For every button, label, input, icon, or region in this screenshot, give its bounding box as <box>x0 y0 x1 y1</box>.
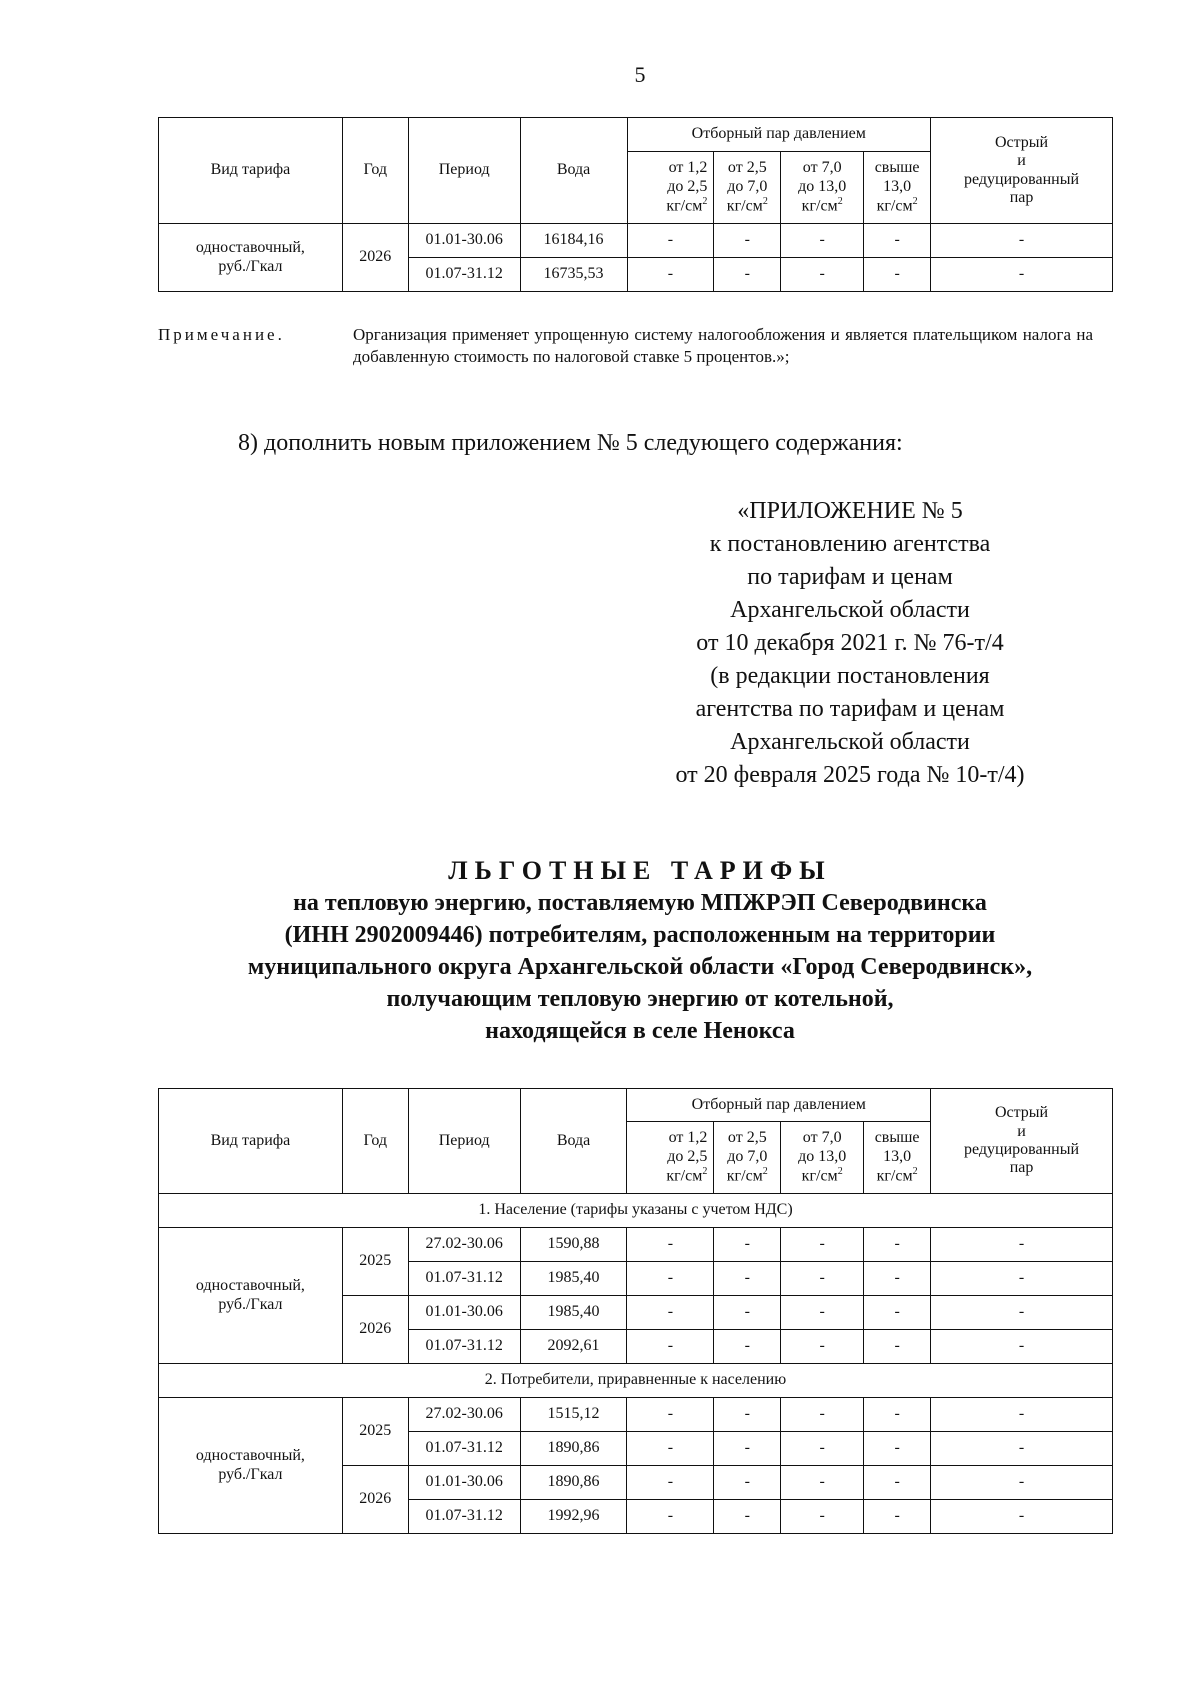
header-voda: Вода <box>520 118 627 224</box>
page-number: 5 <box>634 62 646 87</box>
header-ostry-line: Острый <box>994 133 1049 151</box>
p2-cell: - <box>714 1432 781 1466</box>
tariff-type: одноставочный, руб./Гкал <box>159 224 343 292</box>
p4-cell: - <box>864 1296 931 1330</box>
header-period: Период <box>408 118 520 224</box>
period-cell: 01.07-31.12 <box>408 1262 520 1296</box>
p4-cell: - <box>864 1466 931 1500</box>
ostry-cell: - <box>931 1466 1113 1500</box>
voda-cell: 2092,61 <box>520 1330 627 1364</box>
title-line: получающим тепловую энергию от котельной, <box>386 986 894 1012</box>
p1-cell: - <box>627 1432 714 1466</box>
voda-cell: 1590,88 <box>520 1228 627 1262</box>
ostry-cell: - <box>931 1398 1113 1432</box>
p4-cell: - <box>864 1228 931 1262</box>
header-ostry-line: и <box>1017 152 1026 170</box>
header-ostry-line: Острый <box>994 1104 1049 1122</box>
header-p3: от 7,0 до 13,0 $кг/см^2$ <box>781 152 864 224</box>
year-cell: 2026 <box>342 1466 408 1534</box>
tariff-table-1 <box>158 117 1113 292</box>
header-ostry-line: редуцированный <box>964 1141 1080 1158</box>
p4-cell: - <box>864 1262 931 1296</box>
p4-cell: - <box>864 1500 931 1534</box>
p2-cell: - <box>714 1228 781 1262</box>
period-cell: 01.01-30.06 <box>408 1466 520 1500</box>
header-p4: свыше 13,0 $кг/см^2$ <box>864 152 931 224</box>
year-cell: 2025 <box>342 1398 408 1466</box>
p3-cell: - <box>781 1262 864 1296</box>
voda-cell: 1890,86 <box>520 1432 627 1466</box>
ostry-cell: - <box>931 1228 1113 1262</box>
ostry-cell: - <box>931 1262 1113 1296</box>
table-row <box>159 224 1113 258</box>
header-p2: от 2,5 до 7,0 $кг/см^2$ <box>714 152 781 224</box>
header-otbor: Отборный пар давлением <box>627 118 931 152</box>
voda-cell: 16184,16 <box>520 224 627 258</box>
header-p3: от 7,0 до 13,0 $кг/см^2$ <box>781 1122 864 1194</box>
voda-cell: 1992,96 <box>520 1500 627 1534</box>
voda-cell: 1515,12 <box>520 1398 627 1432</box>
p1-cell: - <box>627 1330 714 1364</box>
ostry-cell: - <box>931 1500 1113 1534</box>
p3-cell: - <box>781 258 864 292</box>
title-line: находящейся в селе Ненокса <box>485 1018 795 1044</box>
p3-cell: - <box>781 1228 864 1262</box>
p3-cell: - <box>781 1466 864 1500</box>
p2-cell: - <box>714 1398 781 1432</box>
p2-cell: - <box>714 1296 781 1330</box>
note-text: Организация применяет упрощенную систему налогообложения и является плательщиком налога на добавленную стоимость по налоговой ставке 5 процентов.»; <box>353 325 1093 367</box>
ostry-cell: - <box>931 1432 1113 1466</box>
header-ostry <box>931 118 1113 224</box>
p1-cell: - <box>627 224 714 258</box>
p3-cell: - <box>781 1500 864 1534</box>
section-heading: 1. Население (тарифы указаны с учетом НДС) <box>159 1194 1113 1228</box>
p4-cell: - <box>864 258 931 292</box>
header-ostry-line: пар <box>1009 1159 1034 1177</box>
p2-cell: - <box>714 1330 781 1364</box>
table-row <box>159 1398 1113 1432</box>
voda-cell: 1985,40 <box>520 1262 627 1296</box>
appendix-line: «ПРИЛОЖЕНИЕ № 5 <box>737 498 963 524</box>
period-cell: 01.07-31.12 <box>408 258 520 292</box>
year-cell: 2026 <box>342 224 408 292</box>
header-vid-tarifa: Вид тарифа <box>159 1089 343 1194</box>
appendix-line: агентства по тарифам и ценам <box>695 696 1005 722</box>
p3-cell: - <box>781 1330 864 1364</box>
header-ostry-line: пар <box>1009 188 1034 206</box>
p1-cell: - <box>627 1500 714 1534</box>
item-8: 8) дополнить новым приложением № 5 следующего содержания: <box>238 430 903 456</box>
table-row <box>159 1228 1113 1262</box>
period-cell: 01.07-31.12 <box>408 1330 520 1364</box>
header-p4: свыше 13,0 $кг/см^2$ <box>864 1122 931 1194</box>
title-line: на тепловую энергию, поставляемую МПЖРЭП Северодвинска <box>293 890 987 916</box>
year-cell: 2026 <box>342 1296 408 1364</box>
appendix-line: от 20 февраля 2025 года № 10-т/4) <box>675 762 1025 788</box>
appendix-line: к постановлению агентства <box>709 531 991 557</box>
p1-cell: - <box>627 1398 714 1432</box>
header-voda: Вода <box>520 1089 627 1194</box>
p3-cell: - <box>781 1398 864 1432</box>
p1-cell: - <box>627 258 714 292</box>
appendix-heading <box>640 495 1060 792</box>
p2-cell: - <box>714 1500 781 1534</box>
appendix-line: Архангельской области <box>730 729 970 755</box>
voda-cell: 1890,86 <box>520 1466 627 1500</box>
header-ostry <box>931 1089 1113 1194</box>
header-god: Год <box>342 1089 408 1194</box>
p2-cell: - <box>714 1262 781 1296</box>
p4-cell: - <box>864 1398 931 1432</box>
period-cell: 01.01-30.06 <box>408 224 520 258</box>
tariff-type: одноставочный, руб./Гкал <box>159 1228 343 1364</box>
header-period: Период <box>408 1089 520 1194</box>
p3-cell: - <box>781 1432 864 1466</box>
voda-cell: 16735,53 <box>520 258 627 292</box>
title-line: (ИНН 2902009446) потребителям, расположенным на территории <box>284 922 996 948</box>
header-p1: от 1,2 до 2,5 $кг/см^2$ <box>627 152 714 224</box>
section-heading: 2. Потребители, приравненные к населению <box>159 1364 1113 1398</box>
appendix-line: (в редакции постановления <box>710 663 990 689</box>
p1-cell: - <box>627 1262 714 1296</box>
p4-cell: - <box>864 1432 931 1466</box>
period-cell: 27.02-30.06 <box>408 1398 520 1432</box>
header-p1: от 1,2 до 2,5 $кг/см^2$ <box>627 1122 714 1194</box>
tariff-table-2 <box>158 1088 1113 1534</box>
voda-cell: 1985,40 <box>520 1296 627 1330</box>
p2-cell: - <box>714 258 781 292</box>
p4-cell: - <box>864 224 931 258</box>
period-cell: 27.02-30.06 <box>408 1228 520 1262</box>
header-p2: от 2,5 до 7,0 $кг/см^2$ <box>714 1122 781 1194</box>
title-line: муниципального округа Архангельской области «Город Северодвинск», <box>247 954 1033 980</box>
ostry-cell: - <box>931 1330 1113 1364</box>
p1-cell: - <box>627 1296 714 1330</box>
appendix-line: по тарифам и ценам <box>747 564 953 590</box>
period-cell: 01.07-31.12 <box>408 1500 520 1534</box>
p1-cell: - <box>627 1228 714 1262</box>
tariff-title <box>100 855 1180 1047</box>
p4-cell: - <box>864 1330 931 1364</box>
title-line: ЛЬГОТНЫЕ ТАРИФЫ <box>448 856 832 885</box>
header-vid-tarifa: Вид тарифа <box>159 118 343 224</box>
appendix-line: Архангельской области <box>730 597 970 623</box>
note-label: Примечание. <box>158 325 285 344</box>
p2-cell: - <box>714 1466 781 1500</box>
year-cell: 2025 <box>342 1228 408 1296</box>
header-god: Год <box>342 118 408 224</box>
appendix-line: от 10 декабря 2021 г. № 76-т/4 <box>696 630 1004 656</box>
p2-cell: - <box>714 224 781 258</box>
p3-cell: - <box>781 1296 864 1330</box>
header-ostry-line: и <box>1017 1122 1026 1140</box>
header-ostry-line: редуцированный <box>964 170 1080 188</box>
ostry-cell: - <box>931 224 1113 258</box>
period-cell: 01.07-31.12 <box>408 1432 520 1466</box>
header-otbor: Отборный пар давлением <box>627 1089 931 1122</box>
p1-cell: - <box>627 1466 714 1500</box>
ostry-cell: - <box>931 258 1113 292</box>
ostry-cell: - <box>931 1296 1113 1330</box>
p3-cell: - <box>781 224 864 258</box>
period-cell: 01.01-30.06 <box>408 1296 520 1330</box>
tariff-type: одноставочный, руб./Гкал <box>159 1398 343 1534</box>
